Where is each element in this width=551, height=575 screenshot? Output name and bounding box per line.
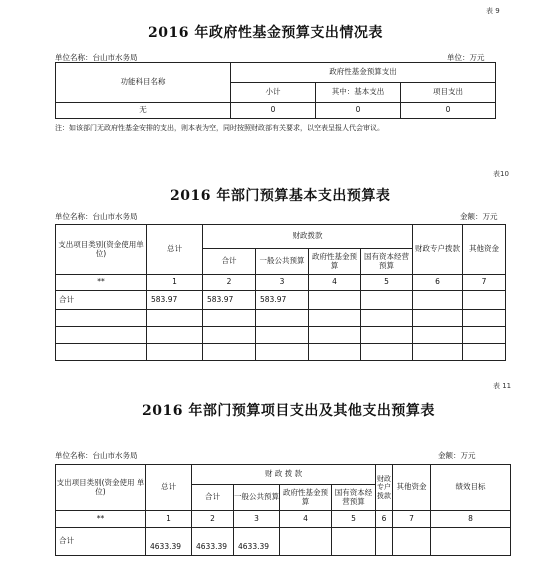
table-row [56,275,506,291]
table10-unit-name: 单位名称：台山市水务局 [55,212,138,221]
table9-header-basic: 其中：基本支出 [316,83,401,103]
table9-row-name: 无 [56,103,231,119]
table11-total-general: 4633.39 [234,528,280,556]
table10-index-1: 1 [147,275,203,291]
table9-tag: 表 9 [486,7,500,15]
table11-index-7: 7 [393,511,431,528]
table11-unit: 金额：万元 [438,451,476,460]
table9-header-project: 项目支出 [401,83,496,103]
table11-total-sum: 4633.39 [192,528,234,556]
table9-header-func-subject: 功能科目名称 [56,63,231,103]
table10-header-special: 财政专户拨款 [413,225,463,275]
table9 [55,62,496,119]
table-row [56,103,496,119]
table11-index-3: 3 [234,511,280,528]
table9-row-project: 0 [401,103,496,119]
table11-header-other: 其他资金 [393,465,431,511]
table9-unit-name: 单位名称：台山市水务局 [55,53,138,62]
table11-header-fiscal: 财 政 拨 款 [192,465,376,485]
table9-header-subtotal: 小计 [231,83,316,103]
table10-total-sum: 583.97 [203,291,256,310]
table9-title: 2016 年政府性基金预算支出情况表 [148,25,383,41]
table11-header-total: 总计 [146,465,192,511]
table11-unit-name: 单位名称：台山市水务局 [55,451,138,460]
table11-total-total: 4633.39 [146,528,192,556]
table10-title: 2016 年部门预算基本支出预算表 [170,188,391,204]
table11-index-6: 6 [376,511,393,528]
table10-total-general: 583.97 [256,291,309,310]
table10-index-5: 5 [361,275,413,291]
table11-index-1: 1 [146,511,192,528]
table10-index-2: 2 [203,275,256,291]
table10-header-state-capital: 国有资本经营预算 [361,249,413,275]
table11-header-general: 一般公共预算 [234,485,280,511]
table10-total-total: 583.97 [147,291,203,310]
table10-unit: 金额：万元 [460,212,498,221]
table11-index-8: 8 [431,511,511,528]
table11-index-0: ** [56,511,146,528]
table11-index-2: 2 [192,511,234,528]
table-row [56,327,506,344]
table11-total-label: 合计 [56,528,146,556]
table10-tag: 表10 [493,170,509,178]
table10-header-other: 其他资金 [463,225,506,275]
table-row [56,344,506,361]
table10-total-label: 合计 [56,291,147,310]
table10-index-6: 6 [413,275,463,291]
table11-header-state-capital: 国有资本经 营预算 [332,485,376,511]
table11-index-5: 5 [332,511,376,528]
table11-header-sum: 合计 [192,485,234,511]
table10-header-total: 总计 [147,225,203,275]
table-row [56,528,511,556]
table10-header-gov-fund: 政府性基金预算 [309,249,361,275]
table10-header-category: 支出项目类别(资金使用单位) [56,225,147,275]
table11-title: 2016 年部门预算项目支出及其他支出预算表 [142,403,435,419]
table10-index-4: 4 [309,275,361,291]
table11-index-4: 4 [280,511,332,528]
table9-row-subtotal: 0 [231,103,316,119]
table10-index-0: ** [56,275,147,291]
table9-header-group: 政府性基金预算支出 [231,63,496,83]
table10-index-3: 3 [256,275,309,291]
table11-header-performance: 绩效目标 [431,465,511,511]
table10-header-general: 一般公共预算 [256,249,309,275]
table9-note: 注：如该部门无政府性基金安排的支出，则本表为空，同时按照财政部有关要求，以空表呈报人代会审议。 [55,124,384,132]
table-row [56,291,506,310]
table9-row-basic: 0 [316,103,401,119]
table11-header-category: 支出项目类别(资金使用 单 位) [56,465,146,511]
table10-index-7: 7 [463,275,506,291]
table11-header-gov-fund: 政府性基金预算 [280,485,332,511]
table10-header-fiscal: 财政拨款 [203,225,413,249]
table11 [55,464,511,556]
table10 [55,224,506,361]
table9-unit: 单位：万元 [447,53,485,62]
table-row [56,310,506,327]
table11-header-special: 财政专户拨款 [376,465,393,511]
table-row [56,511,511,528]
table10-header-sum: 合计 [203,249,256,275]
table11-tag: 表 11 [493,382,512,390]
